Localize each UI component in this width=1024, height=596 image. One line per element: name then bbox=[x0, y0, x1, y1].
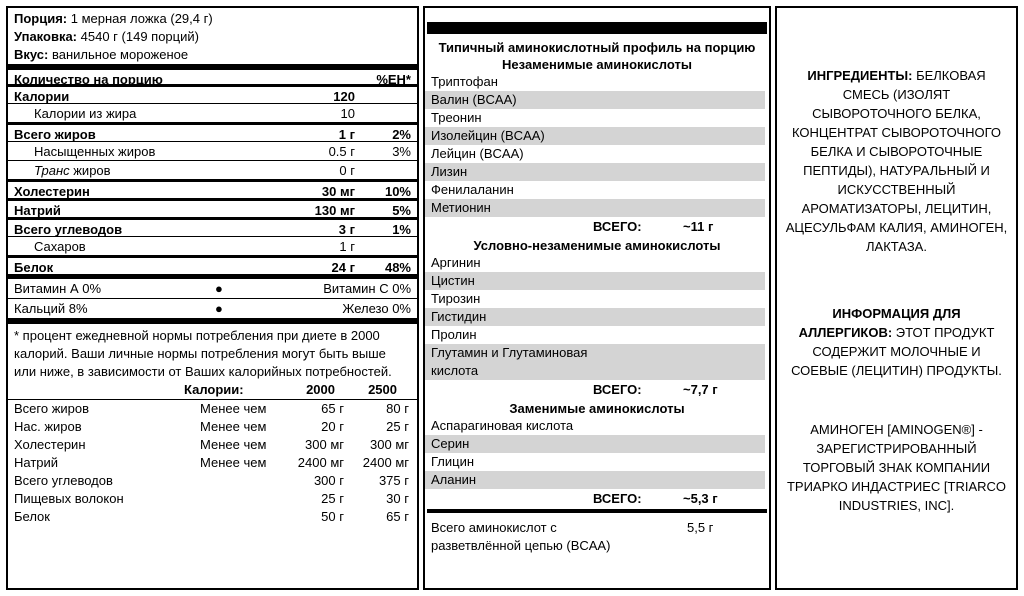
dv-cell: 80 г bbox=[386, 401, 409, 416]
dv-cell: 2400 мг bbox=[362, 455, 409, 470]
vitamin-left: Витамин А 0% bbox=[14, 281, 102, 296]
amino-acid-row: Изолейцин (BCAA) bbox=[425, 127, 765, 145]
flavor-value: ванильное мороженое bbox=[52, 47, 189, 62]
dv-cell: 2400 мг bbox=[297, 455, 344, 470]
nutrient-row bbox=[8, 179, 417, 198]
dv-header-calories: Калории: bbox=[184, 382, 244, 397]
dv-table-row bbox=[8, 454, 417, 472]
nutrient-row bbox=[8, 236, 417, 255]
total-label: ВСЕГО: bbox=[593, 382, 642, 397]
amino-acid-row: Аргинин bbox=[431, 255, 481, 270]
dv-cell: 300 мг bbox=[370, 437, 409, 452]
nutrient-amount: 24 г bbox=[331, 260, 355, 275]
total-label: ВСЕГО: bbox=[593, 219, 642, 234]
conditional-list bbox=[425, 254, 769, 380]
amino-acid-row: Лизин bbox=[425, 163, 765, 181]
nonessential-total: ~5,3 г bbox=[683, 491, 718, 506]
nutrient-label bbox=[14, 258, 53, 277]
nutrient-label bbox=[34, 237, 86, 256]
conditional-title: Условно-незаменимые аминокислоты bbox=[473, 238, 721, 253]
nutrient-percent: 48% bbox=[384, 260, 411, 275]
nutrient-amount: 10 bbox=[340, 106, 355, 121]
package-value: 4540 г (149 порций) bbox=[80, 29, 199, 44]
dv-cell: 25 г bbox=[321, 491, 344, 506]
ingredients-text bbox=[777, 66, 1016, 256]
vitamin-rows bbox=[8, 279, 417, 318]
nutrient-amount: 3 г bbox=[338, 222, 355, 237]
amino-acid-row: Метионин bbox=[425, 199, 765, 217]
serving-info bbox=[8, 8, 417, 64]
nutrient-row bbox=[8, 141, 417, 160]
nonessential-total-row bbox=[425, 489, 769, 509]
dv-cell: 50 г bbox=[321, 509, 344, 524]
nutrient-percent: 1% bbox=[392, 222, 411, 237]
amino-acid-row: Аспарагиновая кислота bbox=[431, 418, 574, 433]
dv-cell: Менее чем bbox=[200, 455, 267, 470]
amino-acid-row: Серин bbox=[425, 435, 765, 453]
essential-total-row bbox=[425, 217, 769, 237]
nutrient-label-text: Натрий bbox=[14, 203, 61, 218]
nutrient-percent: 5% bbox=[392, 203, 411, 218]
nutrient-label-text: Сахаров bbox=[34, 239, 86, 254]
essential-title: Незаменимые аминокислоты bbox=[502, 57, 692, 72]
amino-acid-row bbox=[425, 344, 765, 380]
allergy-heading: ИНФОРМАЦИЯ ДЛЯ АЛЛЕРГИКОВ: bbox=[798, 306, 961, 340]
conditional-total: ~7,7 г bbox=[683, 382, 718, 397]
nutrition-facts-panel bbox=[6, 6, 419, 590]
vitamin-row bbox=[8, 298, 417, 318]
nutrient-percent: 10% bbox=[384, 184, 411, 199]
dv-cell: Пищевых волокон bbox=[14, 491, 124, 506]
nutrient-label-text: жиров bbox=[69, 163, 111, 178]
amino-acid-row: Триптофан bbox=[431, 74, 498, 89]
amount-header: Количество на порцию bbox=[14, 72, 163, 87]
amino-acid-row: Тирозин bbox=[431, 291, 481, 306]
amino-acid-row: Пролин bbox=[431, 327, 477, 342]
nutrient-percent: 3% bbox=[392, 144, 411, 159]
nutrient-amount: 0 г bbox=[339, 163, 355, 178]
ingredients-body: БЕЛКОВАЯ СМЕСЬ (ИЗОЛЯТ СЫВОРОТОЧНОГО БЕЛКА, КОНЦЕНТРАТ СЫВОРОТОЧНОГО БЕЛКА И СЫВОРОТОЧНЫЕ ПЕПТИДЫ), НАТУРАЛЬНЫЙ И ИСКУССТВЕННЫЙ АРОМАТИЗАТОРЫ, ЛЕЦИТИН, АЦЕСУЛЬФАМ КАЛИЯ, АМИНОГЕН, ЛАКТАЗА. bbox=[785, 68, 1008, 254]
nutrient-label-text: Холестерин bbox=[14, 184, 90, 199]
nutrient-label-text: Насыщенных жиров bbox=[34, 144, 156, 159]
bullet-icon: ● bbox=[215, 301, 223, 316]
nutrient-amount: 0.5 г bbox=[328, 144, 355, 159]
dv-table-row bbox=[8, 508, 417, 526]
total-label: ВСЕГО: bbox=[593, 491, 642, 506]
dv-cell: 20 г bbox=[321, 419, 344, 434]
nonessential-list bbox=[425, 417, 769, 489]
nutrient-label-text: Калории из жира bbox=[34, 106, 137, 121]
nutrient-amount: 120 bbox=[333, 89, 355, 104]
dv-cell: 300 г bbox=[313, 473, 344, 488]
nutrient-rows bbox=[8, 84, 417, 274]
dv-cell: Холестерин bbox=[14, 437, 86, 452]
vitamin-left: Кальций 8% bbox=[14, 301, 88, 316]
dv-cell: Менее чем bbox=[200, 401, 267, 416]
bcaa-label: Всего аминокислот с разветвлённой цепью (BCAA) bbox=[431, 520, 611, 553]
dv-table-row bbox=[8, 472, 417, 490]
nutrient-label-text: Белок bbox=[14, 260, 54, 275]
dv-cell: 300 мг bbox=[305, 437, 344, 452]
conditional-total-row bbox=[425, 380, 769, 400]
dv-cell: Натрий bbox=[14, 455, 59, 470]
vitamin-right: Витамин С 0% bbox=[323, 281, 411, 296]
dv-cell: Менее чем bbox=[200, 437, 267, 452]
nonessential-title: Заменимые аминокислоты bbox=[509, 401, 685, 416]
dv-cell: Всего углеводов bbox=[14, 473, 113, 488]
amino-acid-row: Цистин bbox=[425, 272, 765, 290]
nutrient-label-italic: Транс bbox=[34, 163, 70, 178]
allergy-body: ЭТОТ ПРОДУКТ СОДЕРЖИТ МОЛОЧНЫЕ И СОЕВЫЕ (ЛЕЦИТИН) ПРОДУКТЫ. bbox=[791, 325, 1002, 378]
dv-table-header bbox=[8, 381, 417, 399]
bcaa-row bbox=[425, 513, 769, 559]
bcaa-value: 5,5 г bbox=[687, 520, 714, 535]
dv-cell: 30 г bbox=[386, 491, 409, 506]
ingredients-panel bbox=[775, 6, 1018, 590]
amino-acid-row: Фенилаланин bbox=[431, 182, 514, 197]
dv-table-row bbox=[8, 436, 417, 454]
nutrient-percent: 2% bbox=[392, 127, 411, 142]
ingredients-heading: ИНГРЕДИЕНТЫ: bbox=[807, 68, 913, 83]
footnote: * процент ежедневной нормы потребления при диете в 2000 калорий. Ваши личные нормы потребления могут быть выше или ниже, в зависимости от Ваших калорийных потребностей. bbox=[14, 328, 392, 379]
nutrient-row bbox=[8, 84, 417, 103]
amino-profile-panel bbox=[423, 6, 771, 590]
amino-acid-row: Гистидин bbox=[425, 308, 765, 326]
dv-cell: 375 г bbox=[378, 473, 409, 488]
amino-acid-text: Глутамин и Глутаминовая кислота bbox=[431, 345, 588, 378]
bullet-icon: ● bbox=[215, 281, 223, 296]
nutrient-amount: 30 мг bbox=[321, 184, 355, 199]
dv-cell: 65 г bbox=[321, 401, 344, 416]
dv-table-row bbox=[8, 490, 417, 508]
nutrient-amount: 1 г bbox=[339, 239, 355, 254]
dv-cell: 25 г bbox=[386, 419, 409, 434]
dv-header: %ЕН* bbox=[376, 72, 411, 87]
nutrient-label-text: Всего жиров bbox=[14, 127, 96, 142]
amino-acid-row: Лейцин (BCAA) bbox=[431, 146, 524, 161]
nutrient-amount: 1 г bbox=[338, 127, 355, 142]
nutrient-label bbox=[34, 161, 111, 180]
nutrient-amount: 130 мг bbox=[314, 203, 355, 218]
amino-acid-row: Глицин bbox=[431, 454, 475, 469]
vitamin-row bbox=[8, 279, 417, 298]
essential-total: ~11 г bbox=[683, 219, 714, 234]
amino-acid-row: Валин (BCAA) bbox=[425, 91, 765, 109]
amino-acid-row: Аланин bbox=[425, 471, 765, 489]
amount-header-row bbox=[8, 64, 417, 87]
nutrient-row bbox=[8, 103, 417, 122]
flavor-label: Вкус: bbox=[14, 47, 49, 62]
serving-label: Порция: bbox=[14, 11, 68, 26]
dv-header-2500: 2500 bbox=[368, 382, 397, 397]
nutrient-row bbox=[8, 122, 417, 141]
nutrient-row bbox=[8, 255, 417, 274]
nutrient-label-text: Всего углеводов bbox=[14, 222, 123, 237]
dv-cell: Белок bbox=[14, 509, 50, 524]
dv-cell: Менее чем bbox=[200, 419, 267, 434]
package-label: Упаковка: bbox=[14, 29, 78, 44]
amino-title: Типичный аминокислотный профиль на порцию bbox=[438, 40, 756, 55]
dv-cell: Всего жиров bbox=[14, 401, 90, 416]
dv-table-row bbox=[8, 418, 417, 436]
nutrient-row bbox=[8, 160, 417, 179]
nutrient-label bbox=[34, 142, 155, 161]
allergy-text bbox=[777, 304, 1016, 380]
essential-list bbox=[425, 73, 769, 217]
vitamin-right: Железо 0% bbox=[342, 301, 411, 316]
dv-cell: 65 г bbox=[386, 509, 409, 524]
nutrient-row bbox=[8, 198, 417, 217]
dv-table-row bbox=[8, 400, 417, 418]
dv-table-rows bbox=[8, 400, 417, 526]
top-bar bbox=[427, 22, 767, 34]
nutrient-row bbox=[8, 217, 417, 236]
nutrient-label bbox=[34, 104, 136, 123]
amino-acid-row: Треонин bbox=[431, 110, 482, 125]
trademark-text: АМИНОГЕН [AMINOGEN®] - ЗАРЕГИСТРИРОВАННЫЙ ТОРГОВЫЙ ЗНАК КОМПАНИИ ТРИАРКО ИНДАСТРИЕС [TRIARCO INDUSTRIES, INC]. bbox=[786, 422, 1007, 513]
nutrient-label-text: Калории bbox=[14, 89, 70, 104]
dv-cell: Нас. жиров bbox=[14, 419, 82, 434]
serving-value: 1 мерная ложка (29,4 г) bbox=[70, 11, 213, 26]
dv-header-2000: 2000 bbox=[306, 382, 335, 397]
